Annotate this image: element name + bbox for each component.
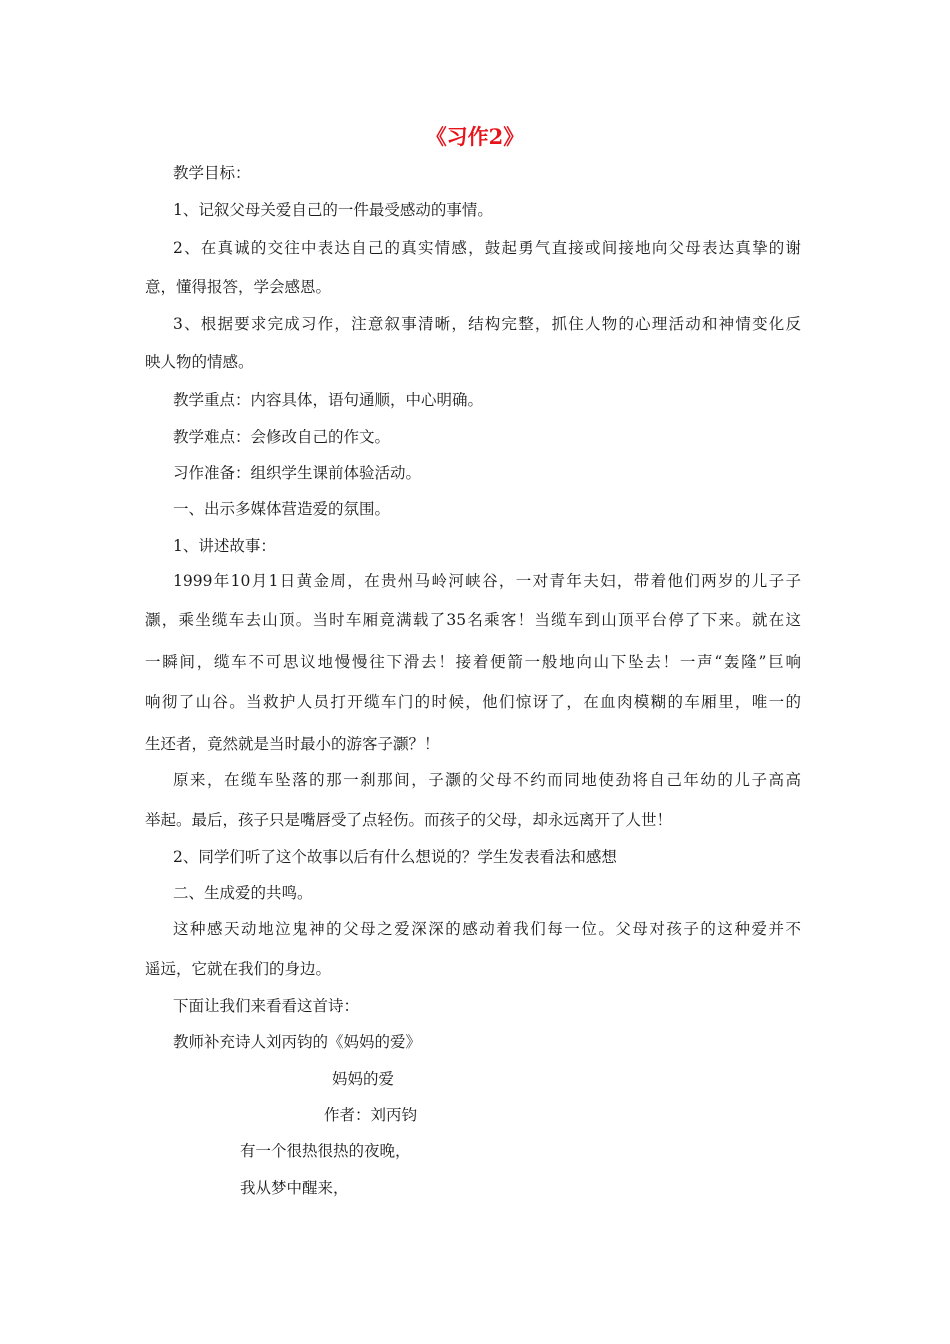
paragraph-line: 1999年10月1日黄金周，在贵州马岭河峡谷，一对青年夫妇，带着他们两岁的儿子子 [173,572,801,590]
paragraph-line: 1、记叙父母关爱自己的一件最受感动的事情。 [173,201,493,219]
paragraph-line: 遥远，它就在我们的身边。 [145,960,332,978]
poem-author: 作者：刘丙钧 [324,1106,418,1124]
paragraph-line: 2、在真诚的交往中表达自己的真实情感，鼓起勇气直接或间接地向父母表达真挚的谢 [173,239,801,257]
paragraph-line: 响彻了山谷。当救护人员打开缆车门的时候，他们惊讶了，在血肉模糊的车厢里，唯一的 [145,693,801,711]
paragraph-line: 1、讲述故事： [173,537,276,555]
paragraph-line: 教学目标： [173,164,251,182]
paragraph-line: 教学重点：内容具体，语句通顺，中心明确。 [173,391,484,409]
paragraph-line: 这种感天动地泣鬼神的父母之爱深深的感动着我们每一位。父母对孩子的这种爱并不 [173,920,801,938]
paragraph-line: 二、生成爱的共鸣。 [173,884,313,902]
poem-line: 我从梦中醒来， [240,1179,349,1197]
paragraph-line: 原来，在缆车坠落的那一刹那间，子灏的父母不约而同地使劲将自己年幼的儿子高高 [173,771,801,789]
paragraph-line: 生还者，竟然就是当时最小的游客子灏？！ [145,735,440,753]
document-title: 《习作2》 [425,124,525,149]
paragraph-line: 灏，乘坐缆车去山顶。当时车厢竟满载了35名乘客！当缆车到山顶平台停了下来。就在这 [145,611,801,629]
paragraph-line: 映人物的情感。 [145,353,254,371]
paragraph-line: 一、出示多媒体营造爱的氛围。 [173,500,391,518]
paragraph-line: 举起。最后，孩子只是嘴唇受了点轻伤。而孩子的父母，却永远离开了人世！ [145,811,673,829]
paragraph-line: 教学难点：会修改自己的作文。 [173,428,391,446]
paragraph-line: 教师补充诗人刘丙钧的《妈妈的爱》 [173,1033,422,1051]
paragraph-line: 意，懂得报答，学会感恩。 [145,278,332,296]
paragraph-line: 2、同学们听了这个故事以后有什么想说的？学生发表看法和感想 [173,848,617,866]
paragraph-line: 3、根据要求完成习作，注意叙事清晰，结构完整，抓住人物的心理活动和神情变化反 [173,315,801,333]
paragraph-line: 一瞬间，缆车不可思议地慢慢往下滑去！接着便箭一般地向山下坠去！一声“轰隆”巨响 [145,653,801,671]
poem-title: 妈妈的爱 [332,1070,395,1088]
paragraph-line: 下面让我们来看看这首诗： [173,997,360,1015]
poem-line: 有一个很热很热的夜晚， [240,1142,411,1160]
paragraph-line: 习作准备：组织学生课前体验活动。 [173,464,422,482]
